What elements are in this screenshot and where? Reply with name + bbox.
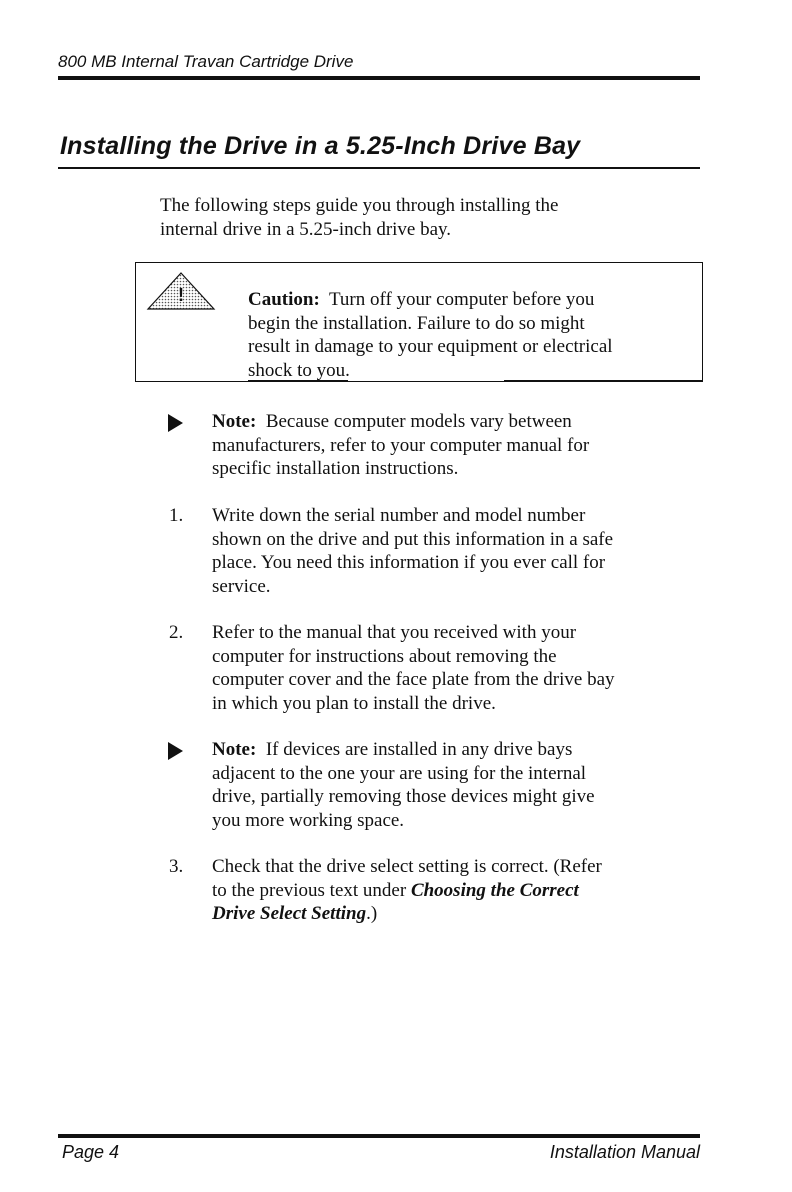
running-header: 800 MB Internal Travan Cartridge Drive: [58, 52, 354, 71]
step-3-text: to the previous text under: [212, 879, 411, 901]
section-title: Installing the Drive in a 5.25-Inch Drive Bay: [60, 132, 581, 160]
note-2-line-1: If devices are installed in any drive bays: [265, 739, 573, 760]
step-number: 3.: [169, 856, 184, 877]
note-2-line-4: you more working space.: [212, 809, 405, 831]
caution-underline: [504, 380, 702, 381]
intro-line: internal drive in a 5.25-inch drive bay.: [160, 218, 452, 240]
note-line: [212, 738, 702, 762]
arrow-right-icon: [168, 742, 183, 760]
note-1-line-3: specific installation instructions.: [212, 458, 459, 479]
step-1-line-4: service.: [212, 575, 271, 597]
header-rule: [58, 76, 700, 80]
note-1-body: [212, 410, 702, 481]
note-1-line-2: manufacturers, refer to your computer manual for: [212, 434, 590, 456]
note-2-body: [212, 738, 702, 832]
warning-triangle-icon: [146, 271, 216, 311]
title-rule: [58, 167, 700, 169]
cross-reference: Choosing the Correct: [410, 879, 579, 901]
note-2-line-2: adjacent to the one your are using for the internal: [212, 762, 587, 784]
step-2-body: [212, 621, 702, 715]
cross-reference: Drive Select Setting: [212, 903, 367, 924]
caution-underline: [248, 380, 348, 381]
step-3-line-2: [212, 879, 702, 903]
step-3-body: [212, 855, 702, 926]
arrow-right-icon: [168, 414, 183, 432]
note-1-line-1: Because computer models vary between: [265, 411, 572, 432]
step-1-body: [212, 504, 702, 598]
caution-line-3: result in damage to your equipment or electrical: [248, 336, 613, 357]
caution-line-1: Turn off your computer before you: [328, 289, 595, 310]
step-1-line-2: shown on the drive and put this information in a safe: [212, 528, 614, 550]
page-number: Page 4: [62, 1142, 120, 1162]
caution-box: [135, 262, 703, 382]
step-number: 1.: [169, 505, 184, 526]
note-2-line-3: drive, partially removing those devices might give: [212, 786, 595, 807]
warning-glyph: !: [178, 285, 184, 305]
note-label: Note:: [212, 739, 257, 760]
step-2-line-1: Refer to the manual that you received with your: [212, 622, 577, 643]
step-3-line-3: [212, 902, 702, 926]
step-2-line-3: computer cover and the face plate from the drive bay: [212, 669, 615, 690]
step-3-line-1: Check that the drive select setting is correct. (Refer: [212, 856, 602, 877]
caution-line: [248, 288, 698, 312]
caution-label: Caution:: [248, 289, 320, 310]
caution-line-4: shock to you.: [248, 359, 350, 381]
step-3-text: .): [366, 903, 378, 924]
step-number: 2.: [169, 622, 184, 643]
note-line: [212, 410, 702, 434]
step-2-line-2: computer for instructions about removing the: [212, 645, 557, 667]
footer-rule: [58, 1134, 700, 1138]
step-1-line-1: Write down the serial number and model number: [212, 505, 586, 526]
step-1-line-3: place. You need this information if you ever call for: [212, 552, 606, 573]
manual-title: Installation Manual: [549, 1142, 700, 1162]
intro-paragraph: [160, 194, 680, 241]
step-2-line-4: in which you plan to install the drive.: [212, 692, 496, 714]
caution-line-2: begin the installation. Failure to do so might: [248, 312, 585, 334]
caution-text: [248, 288, 698, 382]
note-label: Note:: [212, 411, 257, 432]
intro-line: The following steps guide you through installing the: [160, 195, 559, 216]
